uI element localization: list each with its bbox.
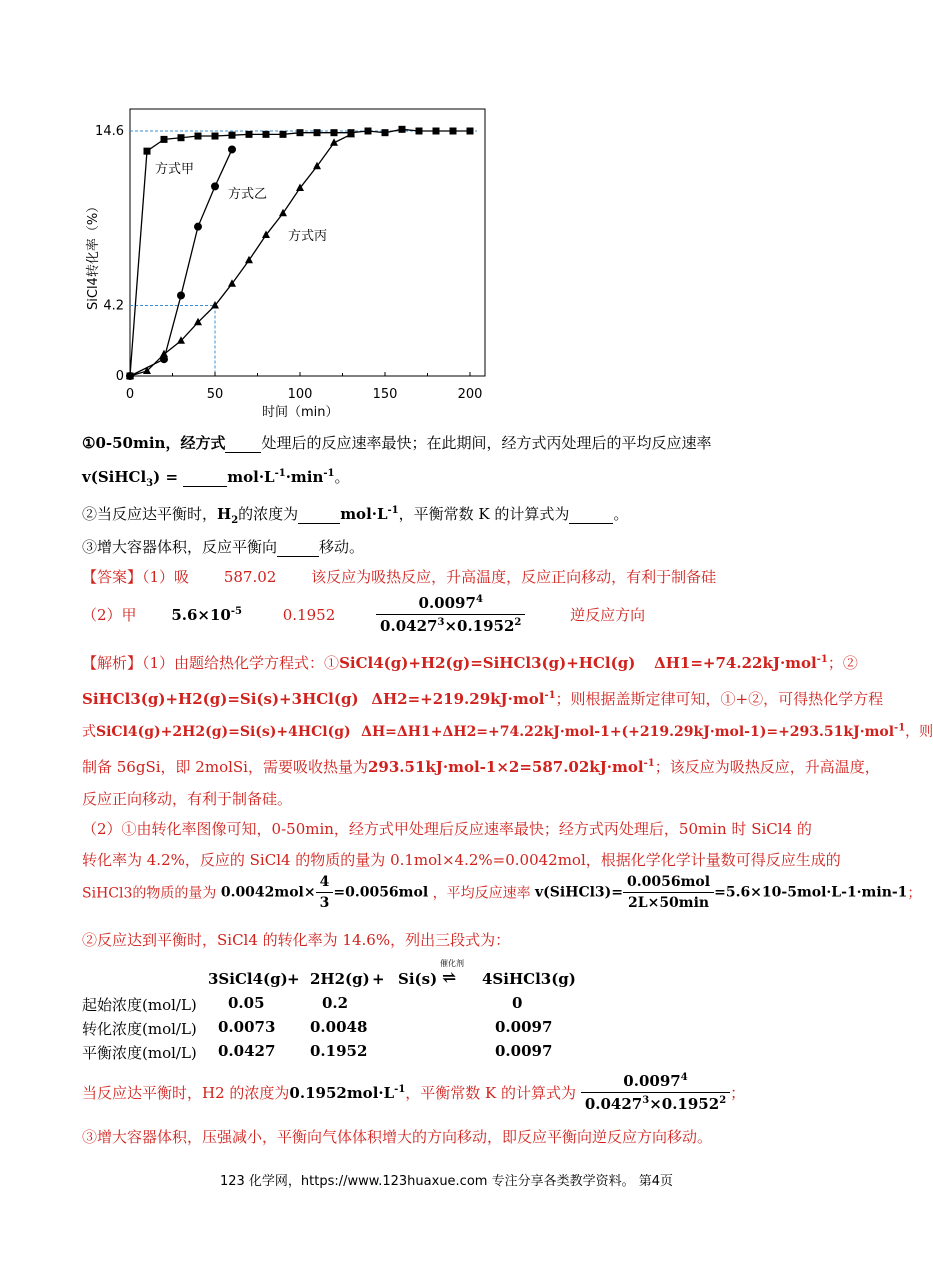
series-label-jia: 方式甲 — [155, 162, 195, 177]
point-0-2 — [161, 136, 168, 143]
heat-calc: 293.51kJ·mol-1×2=587.02kJ·mol$^{-1}$ — [367, 758, 655, 776]
q1-blank-1 — [225, 434, 261, 453]
point-0-19 — [450, 128, 457, 135]
q2-part-b: 的浓度为 — [238, 505, 299, 523]
a2-label: （2）甲 — [82, 606, 137, 624]
question-3 — [82, 536, 364, 557]
q2-h2-sub: 2 — [231, 515, 239, 526]
a1-label: （1）吸 — [142, 568, 190, 586]
point-1-3 — [194, 223, 202, 231]
point-0-15 — [382, 129, 389, 136]
tbl-h-sicl4: 3SiCl4(g) — [208, 970, 288, 988]
analysis-line-8: SiHCl3的物质的量为 0.0042mol× $\frac{4}{3}$ =0.0056mol ，平均反应速率 v(SiHCl3)= $\frac{\text{0.0056mol}}{2L\times 50\min}$ =5.6×10-5mol·L-1·min-1； — [82, 874, 922, 911]
q1-rate-unit: mol·L — [227, 468, 275, 486]
q1-unit-mid: ·min — [285, 468, 324, 486]
q2-part-a: ②当反应达平衡时， — [82, 505, 218, 523]
y-tick-label-1: 4.2 — [103, 298, 124, 314]
answer-label: 【答案】 — [82, 568, 143, 586]
q1-rate-eq: ) = — [153, 468, 179, 486]
tbl-r3-v3: 0.0097 — [495, 1042, 553, 1060]
question-1-line-2 — [82, 466, 350, 489]
point-0-16 — [399, 126, 406, 133]
answer-line-1 — [82, 566, 716, 587]
eq-1: SiCl4(g)+H2(g)=SiHCl3(g)+HCl(g) — [339, 654, 636, 672]
tbl-r1-v3: 0 — [512, 994, 523, 1012]
analysis-line-5: 反应正向移动，有利于制备硅。 — [82, 790, 293, 808]
page-footer: 123 化学网，https://www.123huaxue.com 专注分享各类教学资料。 第4页 — [219, 1174, 673, 1189]
q2-part-c: ，平衡常数 K 的计算式为 — [398, 505, 570, 523]
point-1-5 — [228, 145, 236, 153]
x-tick-label-0: 0 — [125, 387, 135, 402]
point-0-8 — [263, 131, 270, 138]
tbl-h-plus-1: + — [287, 970, 300, 988]
dh-3: ΔH=ΔH1+ΔH2=+74.22kJ·mol-1+(+219.29kJ·mol-1)=+293.51kJ·mol$^{-1}$ — [361, 722, 906, 740]
q1-rate-sub: 3 — [146, 478, 154, 489]
tbl-r3-v1: 0.0427 — [218, 1042, 276, 1060]
tbl-r2-v2: 0.0048 — [310, 1018, 368, 1036]
x-tick-label-3: 150 — [372, 387, 398, 402]
point-0-7 — [246, 131, 253, 138]
analysis-line-1: 【解析】（1）由题给热化学方程式：①SiCl4(g)+H2(g)=SiHCl3(g)+HCl(g) ΔH1=+74.22kJ·mol$^{-1}$；② — [82, 654, 858, 672]
analysis-line-3: 式SiCl4(g)+2H2(g)=Si(s)+4HCl(g) ΔH=ΔH1+ΔH2=+74.22kJ·mol-1+(+219.29kJ·mol-1)=+293.51kJ·mol$^{-1}$，则 — [82, 722, 933, 740]
q1-unit-sup-2: -1 — [323, 468, 335, 479]
tbl-h-equilibrium: ⇌ — [442, 968, 457, 988]
tbl-r3-v2: 0.1952 — [310, 1042, 368, 1060]
q1-rate-prefix: v(SiHCl — [82, 468, 147, 486]
eq-3: SiCl4(g)+2H2(g)=Si(s)+4HCl(g) — [96, 724, 351, 740]
frac-4-3: $\frac{4}{3}$ — [316, 874, 334, 911]
tbl-r1-v2: 0.2 — [322, 994, 349, 1012]
k-fraction: $\frac{0.0097^4}{0.0427^3\times 0.1952^2}$ — [581, 1072, 730, 1113]
q2-blank-2 — [569, 505, 613, 524]
x-tick-label-4: 200 — [457, 387, 483, 402]
series-label-yi: 方式乙 — [228, 187, 268, 202]
q1-end: 。 — [334, 468, 350, 486]
point-0-6 — [229, 132, 236, 139]
q1-part-b: 处理后的反应速率最快；在此期间，经方式丙处理后的平均反应速率 — [261, 434, 712, 452]
q2-blank-1 — [298, 505, 340, 524]
tbl-r2-v1: 0.0073 — [218, 1018, 276, 1036]
y-tick-label-0: 0 — [115, 369, 124, 384]
rate-fraction: $\frac{\text{0.0056mol}}{2L\times 50\min}$ — [623, 874, 714, 911]
analysis-line-10: 当反应达平衡时，H2 的浓度为$0.1952mol\cdot L^{-1}$，平衡常数 K 的计算式为 $\frac{0.0097^4}{0.0427^3\times 0.1952^2}$ ； — [82, 1072, 746, 1113]
eq-2: SiHCl3(g)+H2(g)=Si(s)+3HCl(g) — [82, 690, 359, 708]
q3-blank — [277, 538, 319, 557]
tbl-r1-label: 起始浓度(mol/L) — [82, 996, 197, 1014]
point-0-11 — [314, 129, 321, 136]
tbl-r1-v1: 0.05 — [228, 994, 265, 1012]
tbl-r3-label: 平衡浓度(mol/L) — [82, 1044, 197, 1062]
y-axis-label: SiCl4转化率（%） — [86, 199, 101, 310]
a2-rate: $5.6\times 10^{-5}$ — [171, 605, 242, 624]
point-1-4 — [211, 182, 219, 190]
answer-line-2 — [82, 594, 645, 642]
point-0-20 — [467, 128, 474, 135]
tbl-h-plus-2: + — [372, 970, 385, 988]
tbl-r2-label: 转化浓度(mol/L) — [82, 1020, 197, 1038]
q2-unit: mol·L — [340, 505, 388, 523]
point-0-18 — [433, 128, 440, 135]
point-0-3 — [178, 134, 185, 141]
point-1-2 — [177, 291, 185, 299]
series-label-bing: 方式丙 — [288, 229, 328, 244]
point-0-10 — [297, 129, 304, 136]
tbl-catalyst: 催化剂 — [440, 959, 464, 968]
analysis-label: 【解析】 — [82, 654, 143, 672]
dh-2: ΔH2=+219.29kJ·mol$^{-1}$ — [371, 690, 556, 708]
point-0-4 — [195, 133, 202, 140]
point-0-14 — [365, 128, 372, 135]
x-tick-label-2: 100 — [287, 387, 313, 402]
x-axis-label: 时间（min） — [262, 405, 339, 420]
point-0-1 — [144, 148, 151, 155]
analysis-line-2: SiHCl3(g)+H2(g)=Si(s)+3HCl(g) ΔH2=+219.29kJ·mol$^{-1}$；则根据盖斯定律可知，①+②，可得热化学方程 — [82, 690, 884, 708]
q2-end: 。 — [613, 505, 629, 523]
tbl-h-si: Si(s) — [398, 970, 438, 988]
tbl-r2-v3: 0.0097 — [495, 1018, 553, 1036]
a2-value-3: 逆反应方向 — [570, 606, 646, 624]
q3-end: 移动。 — [319, 538, 365, 556]
question-2 — [82, 503, 628, 526]
point-0-9 — [280, 131, 287, 138]
q2-h2: H — [217, 505, 232, 523]
point-0-17 — [416, 128, 423, 135]
point-0-12 — [331, 129, 338, 136]
conversion-chart — [0, 0, 893, 430]
point-0-5 — [212, 133, 219, 140]
q2-unit-sup: -1 — [387, 505, 399, 516]
a2-fraction: $\frac{0.0097^4}{0.0427^3\times 0.1952^2}$ — [376, 594, 525, 635]
tbl-h-sihcl3: 4SiHCl3(g) — [482, 970, 576, 988]
a2-frac-num: 0.0097 — [418, 594, 476, 612]
a1-value-2: 该反应为吸热反应，升高温度，反应正向移动，有利于制备硅 — [311, 568, 717, 586]
question-1-line-1 — [82, 432, 711, 453]
a2-value-2: 0.1952 — [282, 605, 336, 624]
analysis-line-4: 制备 56gSi，即 2molSi，需要吸收热量为293.51kJ·mol-1×2=587.02kJ·mol$^{-1}$；该反应为吸热反应，升高温度， — [82, 758, 880, 776]
q1-part-a: ①0-50min，经方式 — [82, 434, 226, 452]
analysis-line-6: （2）①由转化率图像可知，0-50min，经方式甲处理后反应速率最快；经方式丙处理后，50min 时 SiCl4 的 — [82, 820, 812, 838]
a1-value-1: 587.02 — [223, 568, 277, 586]
q3-part-a: ③增大容器体积，反应平衡向 — [82, 538, 278, 556]
q1-blank-2 — [183, 468, 227, 487]
tbl-h-h2: 2H2(g) — [310, 970, 370, 988]
q1-unit-sup-1: -1 — [274, 468, 286, 479]
analysis-line-7: 转化率为 4.2%，反应的 SiCl4 的物质的量为 0.1mol×4.2%=0.0042mol，根据化学化学计量数可得反应生成的 — [82, 851, 841, 869]
analysis-line-11: ③增大容器体积，压强减小，平衡向气体体积增大的方向移动，即反应平衡向逆反应方向移动。 — [82, 1128, 713, 1146]
y-tick-label-2: 14.6 — [95, 124, 124, 139]
x-tick-label-1: 50 — [206, 387, 224, 402]
analysis-line-9: ②反应达到平衡时，SiCl4 的转化率为 14.6%，列出三段式为： — [82, 931, 511, 949]
dh-1: ΔH1=+74.22kJ·mol$^{-1}$ — [654, 654, 828, 672]
